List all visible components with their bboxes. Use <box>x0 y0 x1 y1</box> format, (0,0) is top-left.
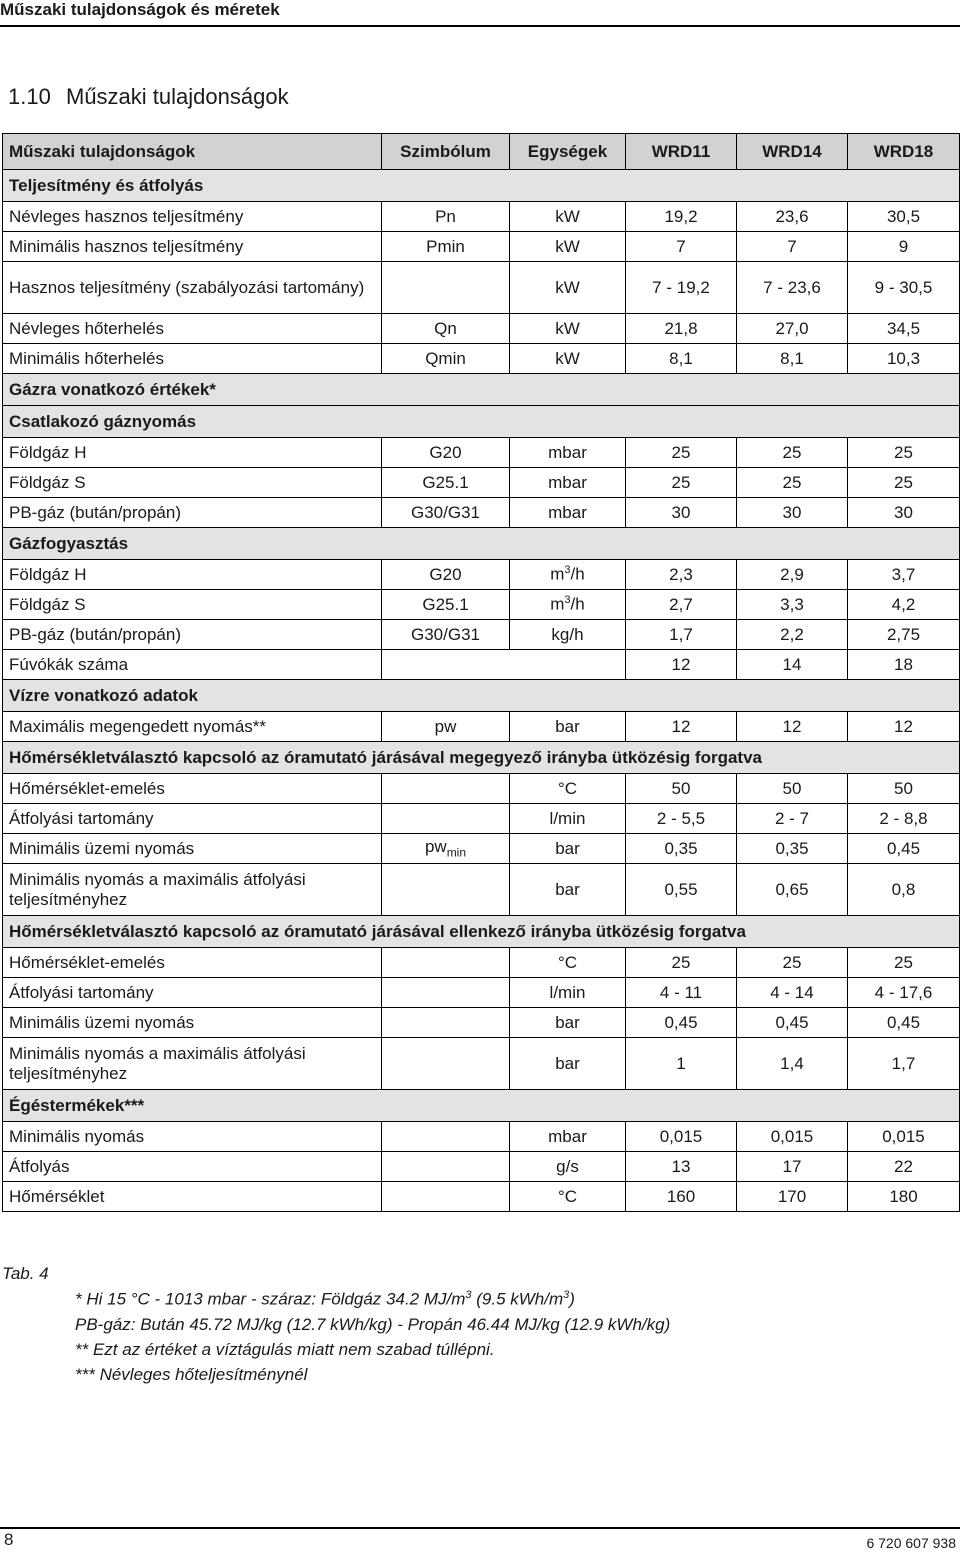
cell-symbol: G20 <box>382 438 510 468</box>
cell-property: Névleges hőterhelés <box>3 314 382 344</box>
cell-wrd11: 50 <box>626 774 737 804</box>
col-header-wrd14: WRD14 <box>737 134 848 170</box>
group-label: Teljesítmény és átfolyás <box>3 170 960 202</box>
cell-property: Földgáz H <box>3 560 382 590</box>
cell-wrd14: 7 - 23,6 <box>737 262 848 314</box>
cell-wrd18: 1,7 <box>848 1038 960 1090</box>
cell-unit: mbar <box>510 1122 626 1152</box>
cell-wrd18: 34,5 <box>848 314 960 344</box>
cell-unit: $m^3/h$ <box>510 560 626 590</box>
table-row <box>3 438 960 468</box>
table-row <box>3 620 960 650</box>
cell-property: PB-gáz (bután/propán) <box>3 620 382 650</box>
cell-property: Minimális hőterhelés <box>3 344 382 374</box>
col-header-wrd11: WRD11 <box>626 134 737 170</box>
cell-wrd14: 2,2 <box>737 620 848 650</box>
cell-wrd11: 7 <box>626 232 737 262</box>
cell-wrd11: 21,8 <box>626 314 737 344</box>
cell-wrd14: 17 <box>737 1152 848 1182</box>
cell-wrd14: 25 <box>737 948 848 978</box>
cell-wrd11: 2,3 <box>626 560 737 590</box>
cell-wrd14: 1,4 <box>737 1038 848 1090</box>
cell-wrd18: 0,8 <box>848 864 960 916</box>
cell-wrd11: 25 <box>626 468 737 498</box>
group-row <box>3 528 960 560</box>
cell-symbol: G20 <box>382 560 510 590</box>
cell-symbol <box>382 1152 510 1182</box>
cell-wrd18: 0,45 <box>848 834 960 864</box>
group-row <box>3 170 960 202</box>
cell-symbol <box>382 948 510 978</box>
table-caption: Tab. 4 <box>2 1264 49 1283</box>
cell-wrd11: 0,55 <box>626 864 737 916</box>
cell-wrd11: 0,015 <box>626 1122 737 1152</box>
cell-wrd18: 4,2 <box>848 590 960 620</box>
cell-wrd11: 30 <box>626 498 737 528</box>
cell-property: Átfolyás <box>3 1152 382 1182</box>
cell-wrd14: 50 <box>737 774 848 804</box>
cell-symbol <box>382 978 510 1008</box>
cell-unit: °C <box>510 1182 626 1212</box>
table-row <box>3 344 960 374</box>
cell-symbol <box>382 1038 510 1090</box>
cell-symbol <box>382 774 510 804</box>
cell-wrd18: 12 <box>848 712 960 742</box>
cell-symbol: Qn <box>382 314 510 344</box>
cell-unit: °C <box>510 948 626 978</box>
cell-unit: kW <box>510 232 626 262</box>
cell-property: Maximális megengedett nyomás** <box>3 712 382 742</box>
footnote-3: ** Ezt az értéket a víztágulás miatt nem szabad túllépni. <box>75 1339 495 1359</box>
cell-wrd14: 30 <box>737 498 848 528</box>
cell-wrd18: 9 <box>848 232 960 262</box>
cell-wrd14: 170 <box>737 1182 848 1212</box>
cell-wrd11: 0,45 <box>626 1008 737 1038</box>
cell-wrd18: 10,3 <box>848 344 960 374</box>
cell-property: Hőmérséklet <box>3 1182 382 1212</box>
cell-wrd18: 18 <box>848 650 960 680</box>
cell-wrd14: 3,3 <box>737 590 848 620</box>
cell-symbol: Qmin <box>382 344 510 374</box>
cell-symbol <box>382 804 510 834</box>
cell-unit: bar <box>510 864 626 916</box>
table-row <box>3 590 960 620</box>
cell-property: Hőmérséklet-emelés <box>3 948 382 978</box>
cell-property: PB-gáz (bután/propán) <box>3 498 382 528</box>
cell-property: Minimális üzemi nyomás <box>3 834 382 864</box>
cell-wrd14: 14 <box>737 650 848 680</box>
cell-property: Fúvókák száma <box>3 650 382 680</box>
cell-wrd14: 12 <box>737 712 848 742</box>
cell-wrd14: 7 <box>737 232 848 262</box>
table-row <box>3 978 960 1008</box>
cell-property: Minimális nyomás a maximális átfolyási teljesítményhez <box>3 1038 382 1090</box>
cell-wrd18: 0,015 <box>848 1122 960 1152</box>
cell-unit: g/s <box>510 1152 626 1182</box>
group-row <box>3 406 960 438</box>
cell-wrd18: 30,5 <box>848 202 960 232</box>
cell-property: Minimális nyomás a maximális átfolyási teljesítményhez <box>3 864 382 916</box>
group-row <box>3 916 960 948</box>
group-label: Hőmérsékletválasztó kapcsoló az óramutató járásával megegyező irányba ütközésig forgatva <box>3 742 960 774</box>
footnotes <box>75 1283 670 1387</box>
cell-unit: bar <box>510 712 626 742</box>
cell-unit: bar <box>510 1038 626 1090</box>
cell-unit: kg/h <box>510 620 626 650</box>
cell-wrd18: 25 <box>848 468 960 498</box>
group-label: Vízre vonatkozó adatok <box>3 680 960 712</box>
cell-wrd11: 12 <box>626 650 737 680</box>
col-header-property: Műszaki tulajdonságok <box>3 134 382 170</box>
table-row <box>3 712 960 742</box>
cell-wrd11: 7 - 19,2 <box>626 262 737 314</box>
cell-symbol: Pmin <box>382 232 510 262</box>
cell-wrd18: 2 - 8,8 <box>848 804 960 834</box>
cell-wrd18: 22 <box>848 1152 960 1182</box>
cell-wrd11: 8,1 <box>626 344 737 374</box>
cell-property: Minimális nyomás <box>3 1122 382 1152</box>
cell-wrd14: 23,6 <box>737 202 848 232</box>
cell-property: Földgáz S <box>3 590 382 620</box>
cell-wrd14: 0,35 <box>737 834 848 864</box>
cell-property: Hasznos teljesítmény (szabályozási tartomány) <box>3 262 382 314</box>
table-row <box>3 202 960 232</box>
cell-wrd11: 2 - 5,5 <box>626 804 737 834</box>
cell-symbol <box>382 1122 510 1152</box>
col-header-unit: Egységek <box>510 134 626 170</box>
cell-wrd11: 25 <box>626 948 737 978</box>
cell-wrd18: 180 <box>848 1182 960 1212</box>
cell-symbol: Pn <box>382 202 510 232</box>
footnote-1: * Hi 15 °C - 1013 mbar - száraz: Földgáz 34.2 $MJ/m^3$ (9.5 kWh/$m^3$) <box>75 1289 575 1309</box>
cell-symbol <box>382 262 510 314</box>
cell-wrd11: 1,7 <box>626 620 737 650</box>
cell-symbol: G30/G31 <box>382 498 510 528</box>
cell-property: Minimális üzemi nyomás <box>3 1008 382 1038</box>
cell-wrd18: 4 - 17,6 <box>848 978 960 1008</box>
cell-wrd14: 4 - 14 <box>737 978 848 1008</box>
page-header-title: Műszaki tulajdonságok és méretek <box>0 0 280 19</box>
table-row <box>3 1182 960 1212</box>
table-row <box>3 498 960 528</box>
cell-unit: kW <box>510 202 626 232</box>
table-row <box>3 262 960 314</box>
cell-unit: mbar <box>510 498 626 528</box>
cell-wrd14: 2 - 7 <box>737 804 848 834</box>
group-label: Gázfogyasztás <box>3 528 960 560</box>
cell-wrd18: 25 <box>848 438 960 468</box>
footnote-4: *** Névleges hőteljesítménynél <box>75 1364 308 1384</box>
table-row <box>3 804 960 834</box>
cell-empty <box>382 650 626 680</box>
cell-unit: kW <box>510 344 626 374</box>
section-heading <box>8 84 289 110</box>
cell-wrd14: 8,1 <box>737 344 848 374</box>
cell-symbol: G30/G31 <box>382 620 510 650</box>
cell-property: Hőmérséklet-emelés <box>3 774 382 804</box>
table-row <box>3 1152 960 1182</box>
cell-wrd18: 25 <box>848 948 960 978</box>
table-row <box>3 834 960 864</box>
cell-unit: bar <box>510 1008 626 1038</box>
cell-symbol <box>382 1008 510 1038</box>
section-title: Műszaki tulajdonságok <box>66 84 289 109</box>
group-label: Csatlakozó gáznyomás <box>3 406 960 438</box>
cell-wrd18: 3,7 <box>848 560 960 590</box>
cell-wrd14: 0,65 <box>737 864 848 916</box>
cell-symbol <box>382 864 510 916</box>
cell-symbol: G25.1 <box>382 468 510 498</box>
cell-wrd18: 9 - 30,5 <box>848 262 960 314</box>
page-header <box>0 0 960 27</box>
cell-unit: kW <box>510 314 626 344</box>
page-number: 8 <box>4 1530 14 1549</box>
cell-property: Átfolyási tartomány <box>3 804 382 834</box>
cell-symbol: pw <box>382 712 510 742</box>
footnote-2: PB-gáz: Bután 45.72 MJ/kg (12.7 kWh/kg) - Propán 46.44 MJ/kg (12.9 kWh/kg) <box>75 1314 671 1334</box>
cell-wrd14: 0,45 <box>737 1008 848 1038</box>
cell-property: Névleges hasznos teljesítmény <box>3 202 382 232</box>
cell-wrd14: 25 <box>737 438 848 468</box>
table-row <box>3 650 960 680</box>
cell-unit: mbar <box>510 438 626 468</box>
col-header-symbol: Szimbólum <box>382 134 510 170</box>
table-row <box>3 774 960 804</box>
cell-wrd18: 2,75 <box>848 620 960 650</box>
cell-unit: °C <box>510 774 626 804</box>
cell-wrd14: 2,9 <box>737 560 848 590</box>
table-row <box>3 232 960 262</box>
cell-unit: kW <box>510 262 626 314</box>
group-label: Hőmérsékletválasztó kapcsoló az óramutató járásával ellenkező irányba ütközésig forgatva <box>3 916 960 948</box>
group-label: Égéstermékek*** <box>3 1090 960 1122</box>
group-label: Gázra vonatkozó értékek* <box>3 374 960 406</box>
cell-wrd11: 25 <box>626 438 737 468</box>
group-row <box>3 374 960 406</box>
section-number: 1.10 <box>8 84 51 109</box>
table-row <box>3 560 960 590</box>
cell-unit: l/min <box>510 978 626 1008</box>
cell-unit: mbar <box>510 468 626 498</box>
cell-wrd11: 4 - 11 <box>626 978 737 1008</box>
table-row <box>3 864 960 916</box>
group-row <box>3 680 960 712</box>
cell-symbol: G25.1 <box>382 590 510 620</box>
cell-unit: $m^3/h$ <box>510 590 626 620</box>
table-row <box>3 468 960 498</box>
cell-property: Földgáz H <box>3 438 382 468</box>
col-header-wrd18: WRD18 <box>848 134 960 170</box>
group-row <box>3 1090 960 1122</box>
cell-wrd14: 0,015 <box>737 1122 848 1152</box>
table-row <box>3 1038 960 1090</box>
cell-property: Minimális hasznos teljesítmény <box>3 232 382 262</box>
cell-wrd18: 30 <box>848 498 960 528</box>
cell-wrd14: 25 <box>737 468 848 498</box>
cell-unit: bar <box>510 834 626 864</box>
cell-wrd11: 13 <box>626 1152 737 1182</box>
table-row <box>3 948 960 978</box>
cell-unit: l/min <box>510 804 626 834</box>
cell-property: Átfolyási tartomány <box>3 978 382 1008</box>
cell-wrd11: 12 <box>626 712 737 742</box>
cell-wrd11: 1 <box>626 1038 737 1090</box>
cell-symbol <box>382 1182 510 1212</box>
cell-wrd18: 50 <box>848 774 960 804</box>
cell-wrd11: 160 <box>626 1182 737 1212</box>
table-row <box>3 1008 960 1038</box>
group-row <box>3 742 960 774</box>
cell-wrd11: 0,35 <box>626 834 737 864</box>
document-number: 6 720 607 938 <box>866 1535 956 1551</box>
footer-divider <box>0 1527 960 1529</box>
cell-symbol: $pw_{min}$ <box>382 834 510 864</box>
table-row <box>3 314 960 344</box>
cell-wrd11: 19,2 <box>626 202 737 232</box>
table-header-row <box>3 134 960 170</box>
cell-property: Földgáz S <box>3 468 382 498</box>
table-row <box>3 1122 960 1152</box>
spec-table <box>2 133 960 1212</box>
cell-wrd14: 27,0 <box>737 314 848 344</box>
cell-wrd18: 0,45 <box>848 1008 960 1038</box>
cell-wrd11: 2,7 <box>626 590 737 620</box>
